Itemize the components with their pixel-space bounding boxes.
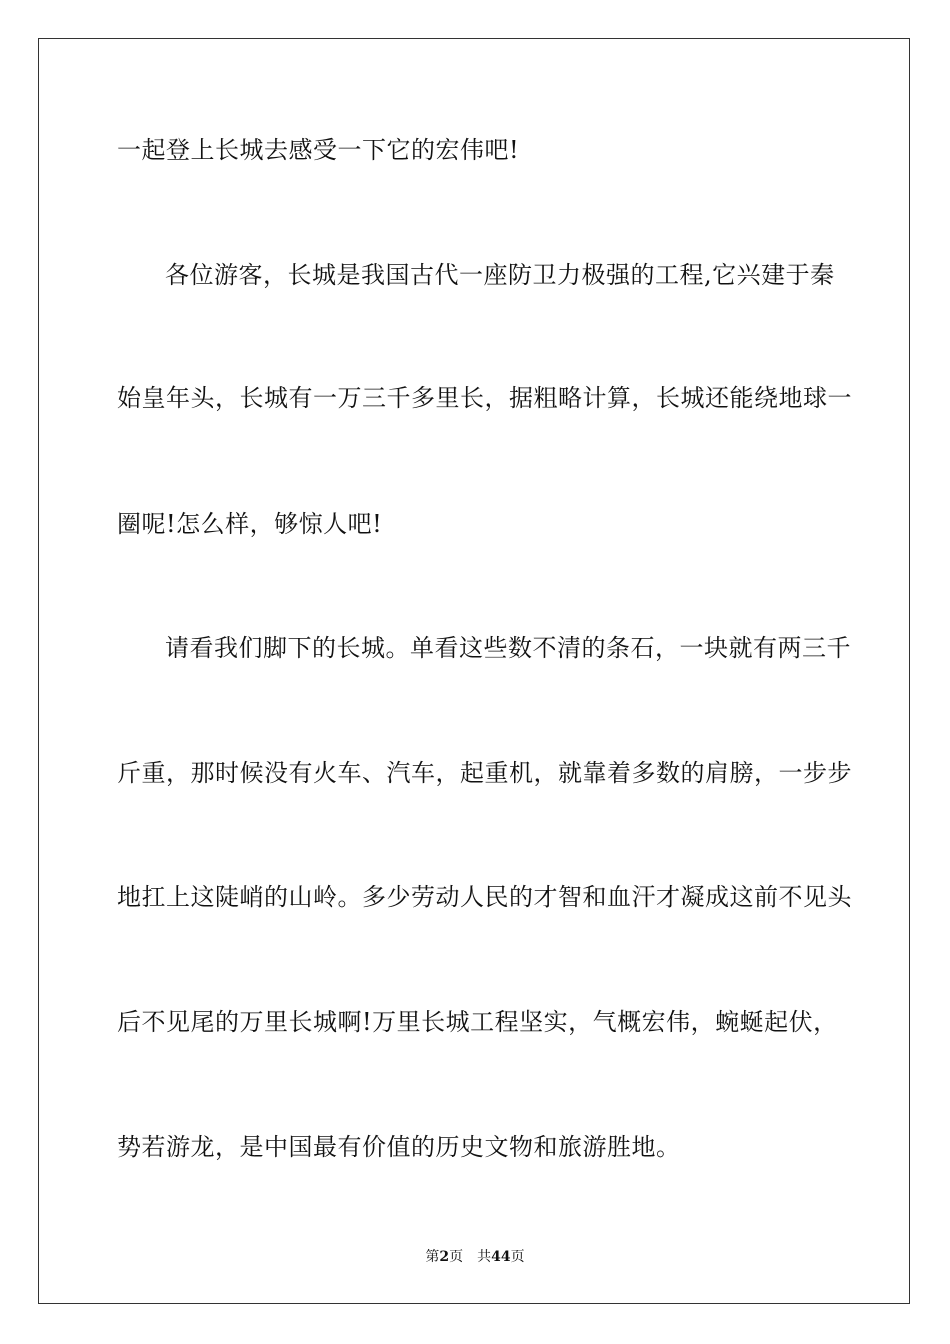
total-prefix: 共 (477, 1249, 492, 1265)
text-line-8: 后不见尾的万里长城啊!万里长城工程坚实，气概宏伟，蜿蜒起伏， (117, 1008, 838, 1036)
total-pages: 44 (491, 1249, 511, 1265)
text-line-3: 始皇年头，长城有一万三千多里长，据粗略计算，长城还能绕地球一 (117, 384, 852, 412)
text-line-9: 势若游龙，是中国最有价值的历史文物和旅游胜地。 (117, 1133, 681, 1161)
text-line-7: 地扛上这陡峭的山岭。多少劳动人民的才智和血汗才凝成这前不见头 (117, 883, 852, 911)
page-number: 2 (439, 1249, 450, 1265)
text-line-2: 各位游客，长城是我国古代一座防卫力极强的工程,它兴建于秦 (165, 261, 835, 289)
text-line-4: 圈呢!怎么样，够惊人吧! (117, 510, 383, 538)
page-border (38, 38, 910, 1304)
page-prefix: 第 (425, 1249, 440, 1265)
text-line-1: 一起登上长城去感受一下它的宏伟吧! (117, 136, 520, 164)
total-suffix: 页 (510, 1249, 525, 1265)
page-suffix: 页 (449, 1249, 464, 1265)
text-line-5: 请看我们脚下的长城。单看这些数不清的条石，一块就有两三千 (165, 634, 851, 662)
page-footer (0, 1248, 950, 1266)
text-line-6: 斤重，那时候没有火车、汽车，起重机，就靠着多数的肩膀，一步步 (117, 759, 852, 787)
